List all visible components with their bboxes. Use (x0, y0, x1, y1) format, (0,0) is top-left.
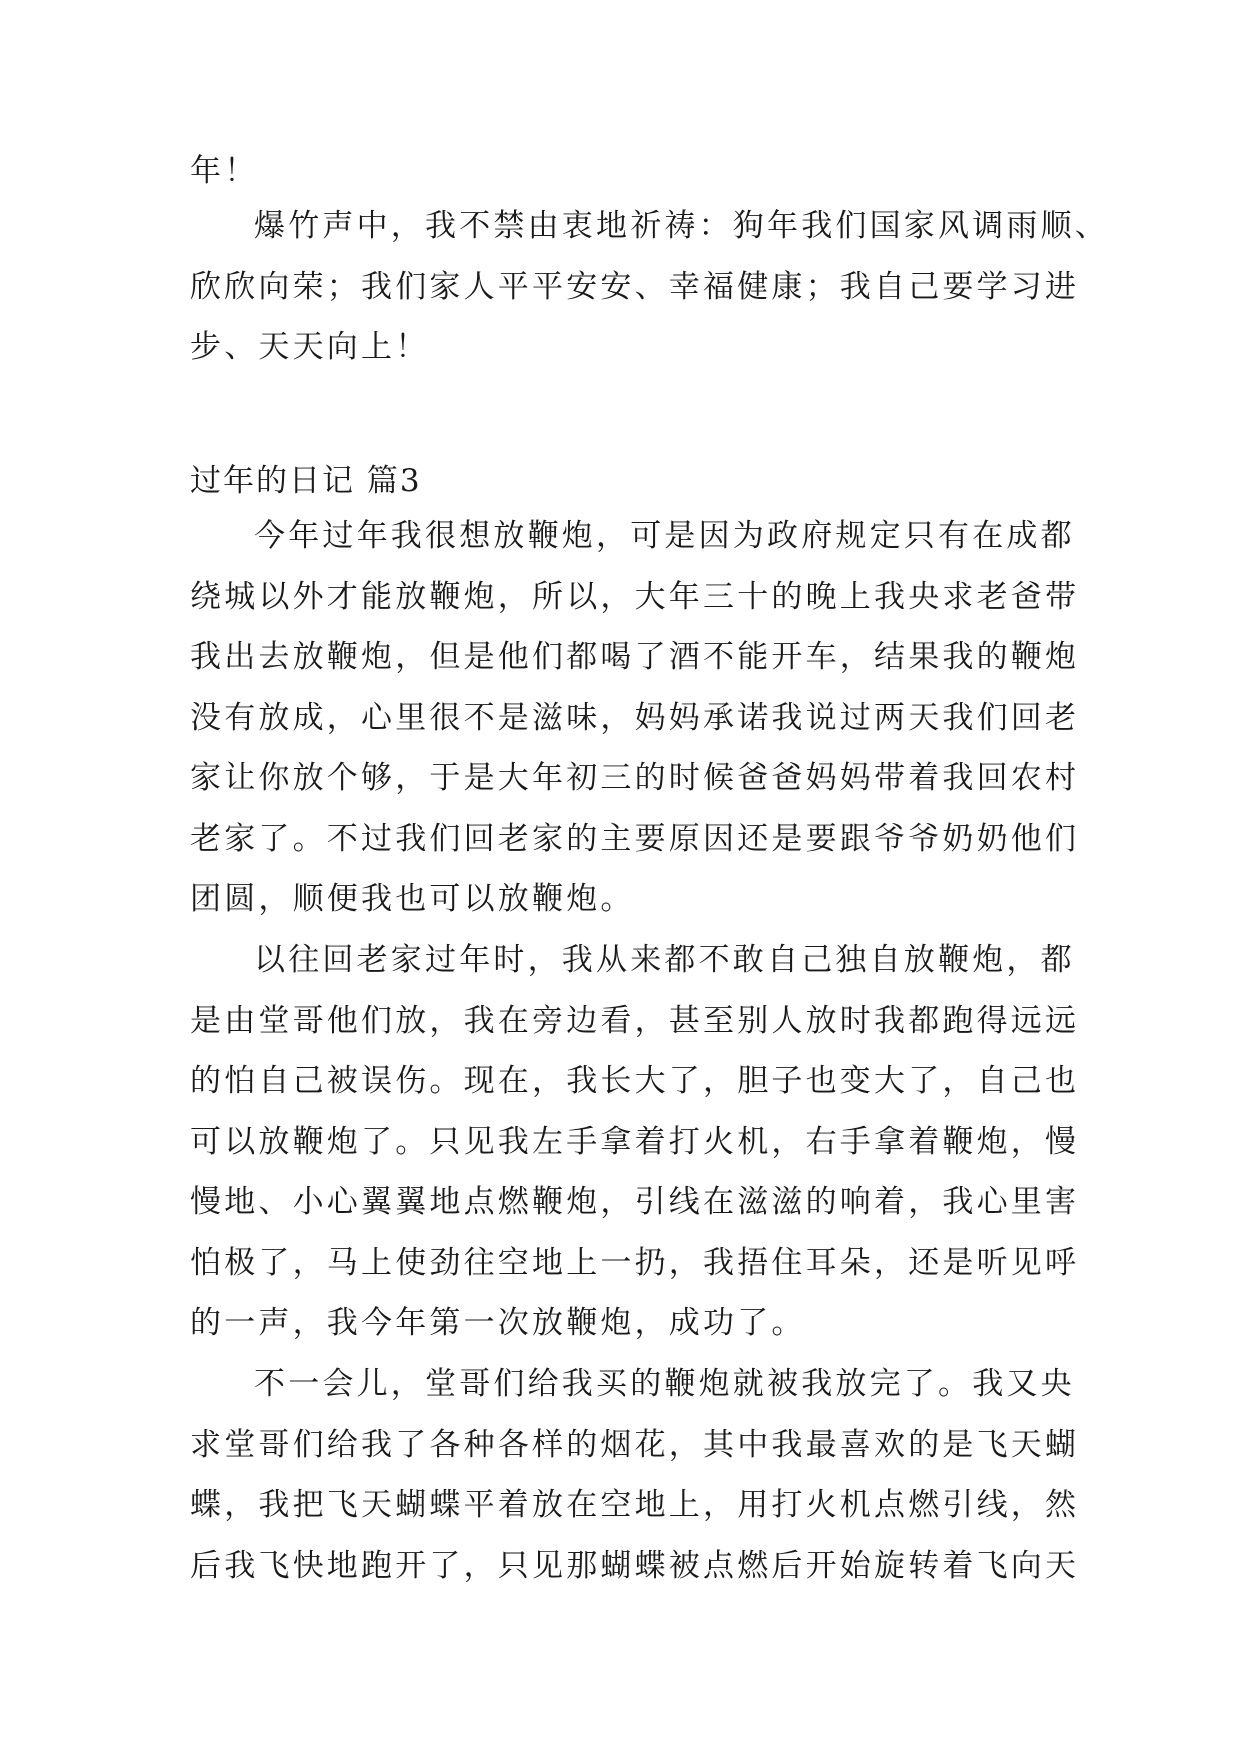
text-line: 爆竹声中，我不禁由衷地祈祷：狗年我们国家风调雨顺、 (254, 208, 1109, 244)
text-line: 后我飞快地跑开了，只见那蝴蝶被点燃后开始旋转着飞向天 (190, 1547, 1080, 1584)
text-line: 求堂哥们给我了各种各样的烟花，其中我最喜欢的是飞天蝴 (190, 1426, 1080, 1463)
paragraph-blessing (190, 196, 1109, 378)
text-line: 家让你放个够，于是大年初三的时候爸爸妈妈带着我回农村 (190, 760, 1080, 796)
paragraph-fragment (190, 141, 1050, 202)
text-line: 蝶，我把飞天蝴蝶平着放在空地上，用打火机点燃引线，然 (190, 1487, 1080, 1523)
text-line: 的一声，我今年第一次放鞭炮，成功了。 (190, 1305, 806, 1341)
text-line: 年！ (190, 153, 259, 189)
text-line: 以往回老家过年时，我从来都不敢自己独自放鞭炮，都 (254, 942, 1075, 978)
text-line: 慢地、小心翼翼地点燃鞭炮，引线在滋滋的响着，我心里害 (190, 1184, 1080, 1220)
text-line: 今年过年我很想放鞭炮，可是因为政府规定只有在成都 (254, 518, 1075, 554)
text-line: 是由堂哥他们放，我在旁边看，甚至别人放时我都跑得远远 (190, 1002, 1080, 1039)
text-line: 我出去放鞭炮，但是他们都喝了酒不能开车，结果我的鞭炮 (190, 639, 1080, 675)
text-line: 怕极了，马上使劲往空地上一扔，我捂住耳朵，还是听见呼 (190, 1244, 1080, 1281)
text-line: 没有放成，心里很不是滋味，妈妈承诺我说过两天我们回老 (190, 699, 1080, 736)
text-line: 不一会儿，堂哥们给我买的鞭炮就被我放完了。我又央 (254, 1366, 1075, 1402)
text-line: 绕城以外才能放鞭炮，所以，大年三十的晚上我央求老爸带 (190, 578, 1080, 615)
text-line: 可以放鞭炮了。只见我左手拿着打火机，右手拿着鞭炮，慢 (190, 1123, 1080, 1160)
text-line: 团圆，顺便我也可以放鞭炮。 (190, 881, 635, 917)
text-line: 的怕自己被误伤。现在，我长大了，胆子也变大了，自己也 (190, 1063, 1080, 1099)
paragraph-1 (190, 506, 1080, 930)
text-line: 步、天天向上！ (190, 329, 430, 365)
paragraph-3 (190, 1354, 1080, 1596)
section-heading: 过年的日记 篇3 (190, 463, 422, 499)
text-line: 欣欣向荣；我们家人平平安安、幸福健康；我自己要学习进 (190, 268, 1080, 305)
text-line: 老家了。不过我们回老家的主要原因还是要跟爷爷奶奶他们 (190, 820, 1080, 857)
paragraph-2 (190, 930, 1080, 1354)
